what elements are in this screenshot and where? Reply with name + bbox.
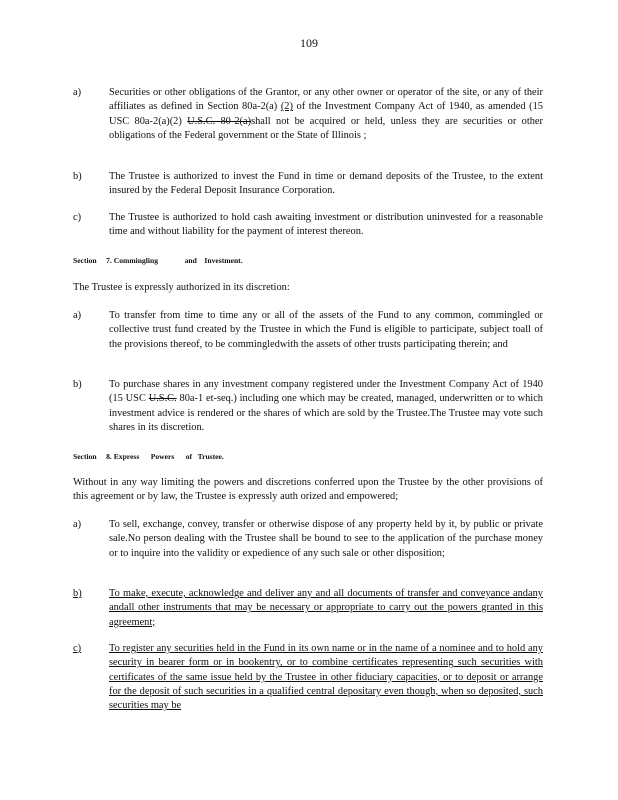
list-item-top-c xyxy=(73,211,543,240)
item-label: b) xyxy=(73,171,82,182)
item-label: b) xyxy=(73,588,82,599)
item-label: b) xyxy=(73,379,82,390)
item-text: Securities or other obligations of the Grantor, or any other owner or operator of the site, or any of their affiliates as defined in Section 80a-2(a) (2) of the Investment Company Act of 1940, as amended (15 USC 80a-2(a)(2) U.S.C. 80-2(a)shall not be acquired or held, unless they are securities or other obligations of the Federal government or the State of Illinois ; xyxy=(109,87,543,141)
section-7-intro: The Trustee is expressly authorized in its discretion: xyxy=(73,282,290,293)
list-item-s8-b xyxy=(73,587,543,630)
item-text: To transfer from time to time any or all of the assets of the Fund to any common, commingled or collective trust fund created by the Trustee in which the Fund is eligible to participate, subject toall of the provisions thereof, to be commingledwith the assets of other trusts participating therein; and xyxy=(109,310,543,350)
item-label: c) xyxy=(73,643,82,654)
list-item-s8-a xyxy=(73,518,543,561)
item-text: To purchase shares in any investment company registered under the Investment Company Act of 1940 (15 USC U.S.C. 80a-1 et-seq.) including one which may be created, managed, underwritten or to which investment advice is rendered or the shares of which are sold by the Trustee.The Trustee may vote such shares in its discretion. xyxy=(109,379,543,433)
item-text: The Trustee is authorized to invest the Fund in time or demand deposits of the Trustee, to the extent insured by the Federal Deposit Insurance Corporation. xyxy=(109,171,543,197)
item-label: a) xyxy=(73,310,82,321)
section-7-heading: Section 7. Commingling and Investment. xyxy=(73,256,243,265)
list-item-top-a xyxy=(73,86,543,143)
list-item-top-b xyxy=(73,170,543,199)
list-item-s7-b xyxy=(73,378,543,435)
item-text: To register any securities held in the Fund in its own name or in the name of a nominee and to hold any security in bearer form or in bookentry, or to combine certificates representing such securities with certificates of the same issue held by the Trustee in other fiduciary capacities, or to deposit or arrange for the deposit of such securities in a qualified central depositary even though, when so deposited, such securities may be xyxy=(109,643,543,712)
item-text: The Trustee is authorized to hold cash awaiting investment or distribution uninvested for a reasonable time and without liability for the payment of interest thereon. xyxy=(109,212,543,238)
list-item-s7-a xyxy=(73,309,543,352)
section-8-intro: Without in any way limiting the powers and discretions conferred upon the Trustee by the other provisions of this agreement or by law, the Trustee is expressly auth orized and empowered; xyxy=(73,477,543,503)
list-item-s8-c xyxy=(73,642,543,713)
section-8-heading: Section 8. Express Powers of Trustee. xyxy=(73,452,224,461)
item-text: To make, execute, acknowledge and deliver any and all documents of transfer and conveyance andany andall other instruments that may be necessary or appropriate to carry out the powers granted in this agreement; xyxy=(109,588,543,628)
item-label: a) xyxy=(73,87,82,98)
page-number: 109 xyxy=(300,36,318,50)
item-label: a) xyxy=(73,519,82,530)
item-label: c) xyxy=(73,212,82,223)
item-text: To sell, exchange, convey, transfer or otherwise dispose of any property held by it, by public or private sale.No person dealing with the Trustee shall be bound to see to the application of the purchase money or to inquire into the validity or expedience of any such sale or other disposition; xyxy=(109,519,543,559)
